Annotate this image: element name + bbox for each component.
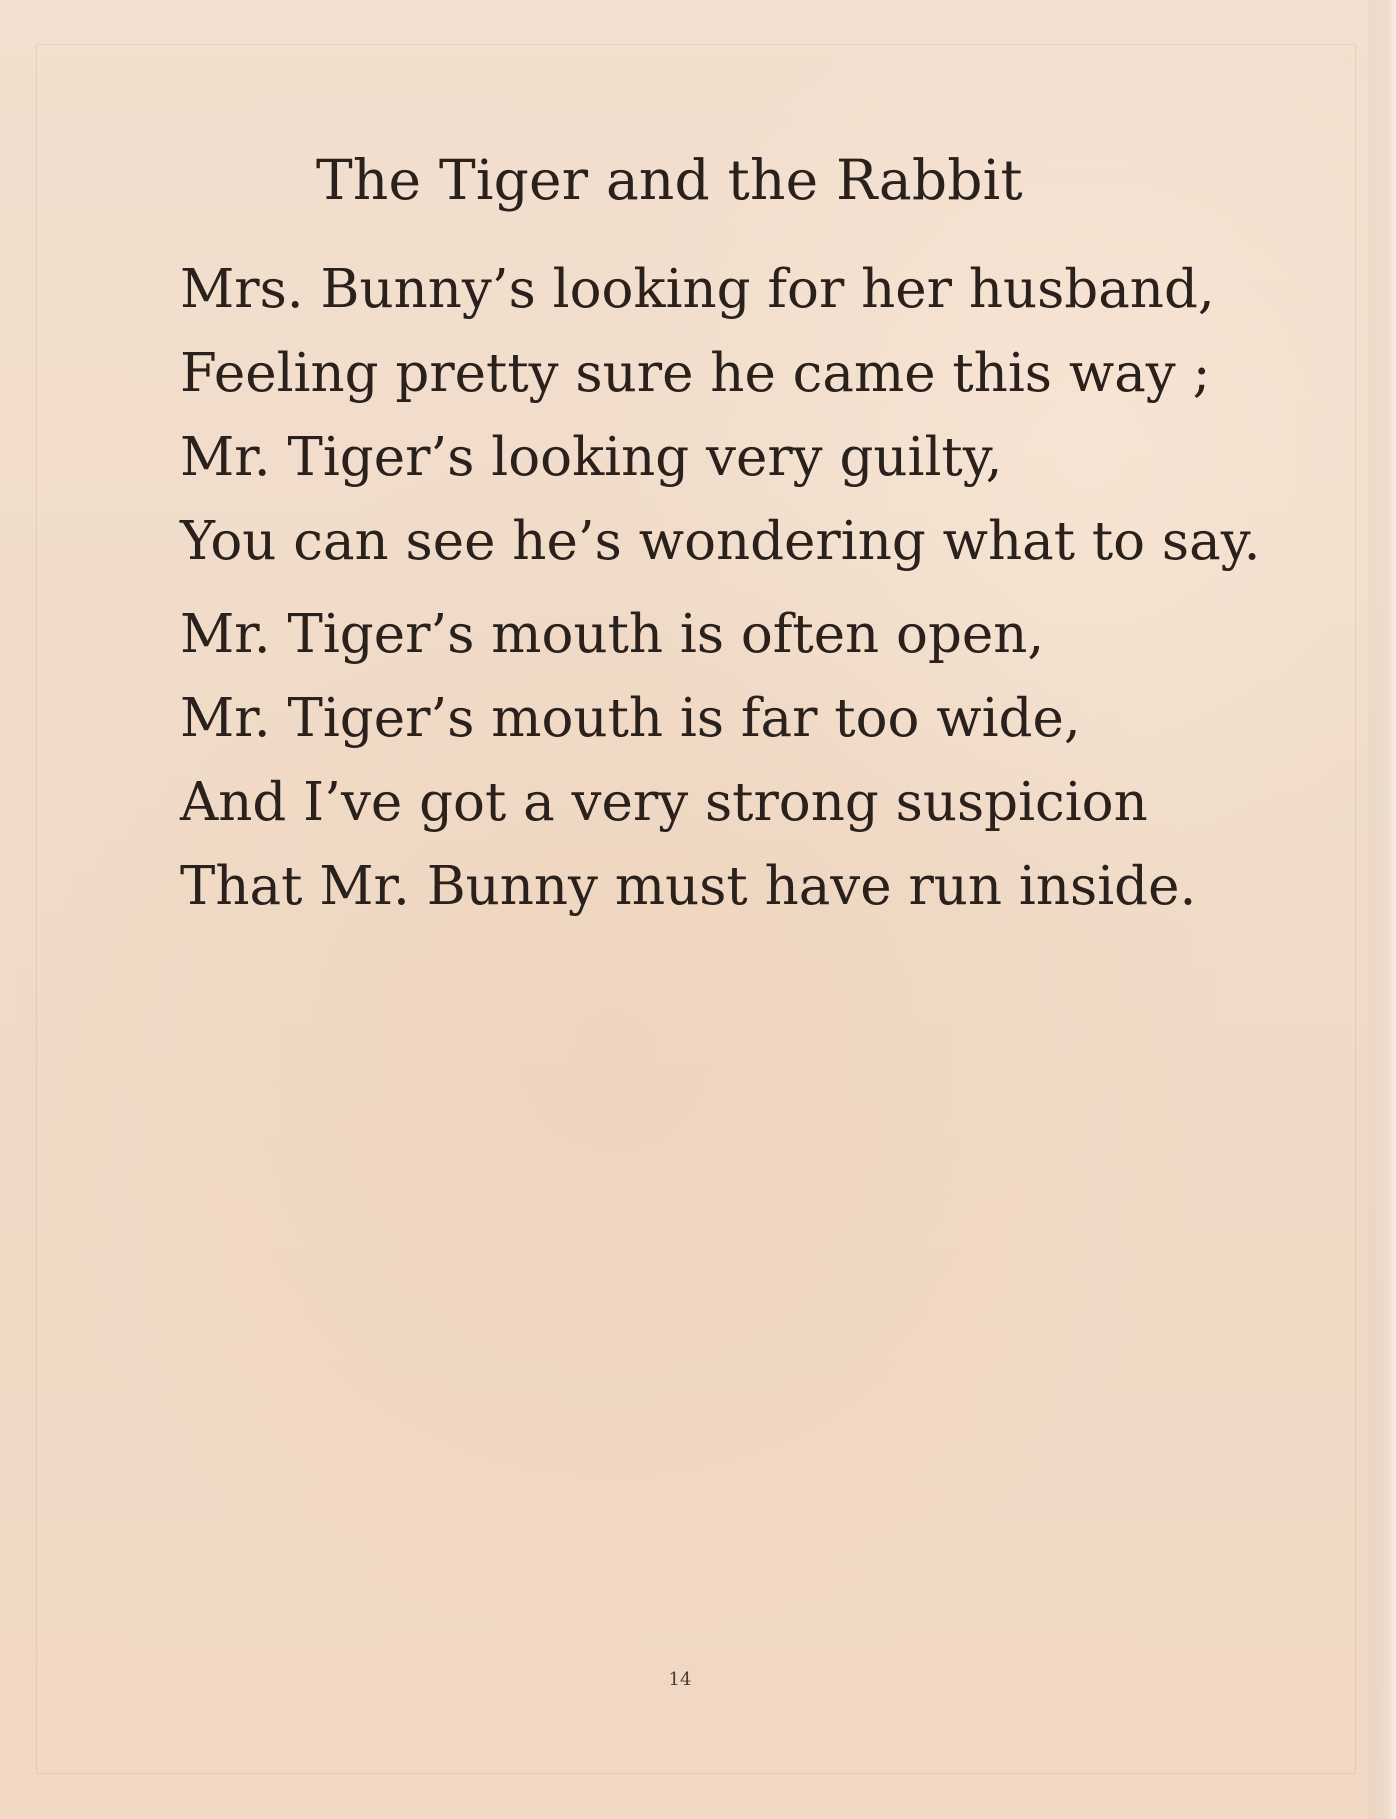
poem-body — [180, 248, 1261, 929]
poem-line: Mr. Tiger’s looking very guilty, — [180, 427, 1003, 488]
poem-line: And I’ve got a very strong suspicion — [180, 772, 1148, 833]
poem-line: That Mr. Bunny must have run inside. — [180, 856, 1197, 917]
poem-line: Mrs. Bunny’s looking for her husband, — [180, 259, 1215, 320]
poem-line: Mr. Tiger’s mouth is often open, — [180, 604, 1045, 665]
poem-line: Mr. Tiger’s mouth is far too wide, — [180, 688, 1081, 749]
stanza-1 — [180, 248, 1261, 584]
page-edge — [1368, 0, 1396, 1819]
poem-line: Feeling pretty sure he came this way ; — [180, 343, 1211, 404]
poem-line: You can see he’s wondering what to say. — [180, 511, 1261, 572]
page-number: 14 — [668, 1669, 692, 1690]
stanza-2 — [180, 593, 1240, 929]
poem-title: The Tiger and the Rabbit — [316, 148, 1023, 212]
